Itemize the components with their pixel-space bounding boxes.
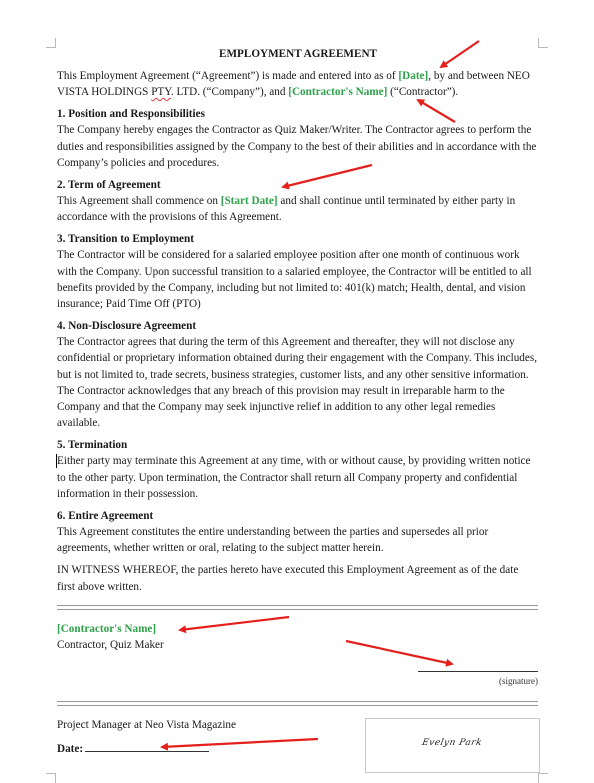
arrow-to-start-date [283, 165, 372, 187]
contractor-name-placeholder[interactable]: [Contractor's Name] [288, 86, 388, 99]
section-heading: 4. Non-Disclosure Agreement [57, 320, 197, 333]
section-heading: 5. Termination [57, 439, 128, 452]
intro-text-4: (“Contractor”). [387, 86, 459, 99]
company-signature: Evelyn Park [420, 738, 483, 748]
section-heading: 6. Entire Agreement [57, 510, 154, 523]
term-text-2: and shall continue until terminated by either party in accordance with the provisions of this Agreement. [57, 195, 516, 224]
company-role: Project Manager at Neo Vista Magazine [57, 719, 236, 731]
date-label: Date: [57, 743, 84, 755]
contractor-role: Contractor, Quiz Maker [57, 639, 164, 651]
arrow-to-contractor-name-signature [180, 617, 289, 630]
section-body[interactable]: The Company hereby engages the Contractor as Quiz Maker/Writer. The Contractor agrees to perform the duties and responsibilities assigned by the Company to the best of their abilities and in accordance with the Company’s policies and procedures. [57, 124, 537, 169]
signature-label: (signature) [499, 676, 538, 686]
document-title: EMPLOYMENT AGREEMENT [219, 48, 377, 60]
arrow-to-date [441, 41, 479, 67]
section-body[interactable]: The Contractor will be considered for a salaried employee position after one month of continuous work with the Company. Upon successful transition to a salaried employee, the Contractor will be entitled to all benefits provided by the Company, including but not limited to: 401(k) match; Health, dental, and vision insurance; Paid Time Off (PTO) [57, 249, 532, 311]
witness-paragraph[interactable]: IN WITNESS WHEREOF, the parties hereto have executed this Employment Agreement as of the date first above written. [57, 564, 519, 593]
section-heading: 1. Position and Responsibilities [57, 108, 205, 121]
contractor-name-placeholder-signature[interactable]: [Contractor's Name] [57, 623, 157, 635]
spellcheck-word-pty[interactable]: PTY [151, 86, 171, 99]
section-body[interactable]: Either party may terminate this Agreement at any time, with or without cause, by providing written notice to the other party. Upon termination, the Contractor shall return all Company property and confidential information in their possession. [57, 455, 531, 500]
section-heading: 2. Term of Agreement [57, 179, 161, 192]
date-placeholder[interactable]: [Date] [398, 70, 429, 82]
start-date-placeholder[interactable]: [Start Date] [220, 195, 278, 208]
arrow-to-date-field [162, 739, 318, 747]
term-text-1: This Agreement shall commence on [57, 195, 221, 208]
intro-text-2: , by and between NEO VISTA HOLDINGS [57, 70, 530, 99]
arrow-to-contractor-name [418, 100, 455, 122]
arrow-to-signature-line [346, 641, 452, 664]
section-heading: 3. Transition to Employment [57, 233, 194, 246]
intro-text-3: . LTD. (“Company”), and [170, 86, 289, 99]
intro-text-1: This Employment Agreement (“Agreement”) is made and entered into as of [57, 70, 399, 82]
section-body[interactable]: This Agreement constitutes the entire understanding between the parties and supersedes all prior agreements, whether written or oral, relating to the subject matter herein. [57, 526, 489, 555]
section-body[interactable]: The Contractor agrees that during the term of this Agreement and thereafter, they will not disclose any confidential or proprietary information obtained during their engagement with the Company. This includes, but is not limited to, trade secrets, business strategies, customer lists, and any other sensitive information. The Contractor acknowledges that any breach of this provision may result in irreparable harm to the Company and that the Company may seek injunctive relief in addition to any other legal remedies available. [57, 336, 538, 430]
